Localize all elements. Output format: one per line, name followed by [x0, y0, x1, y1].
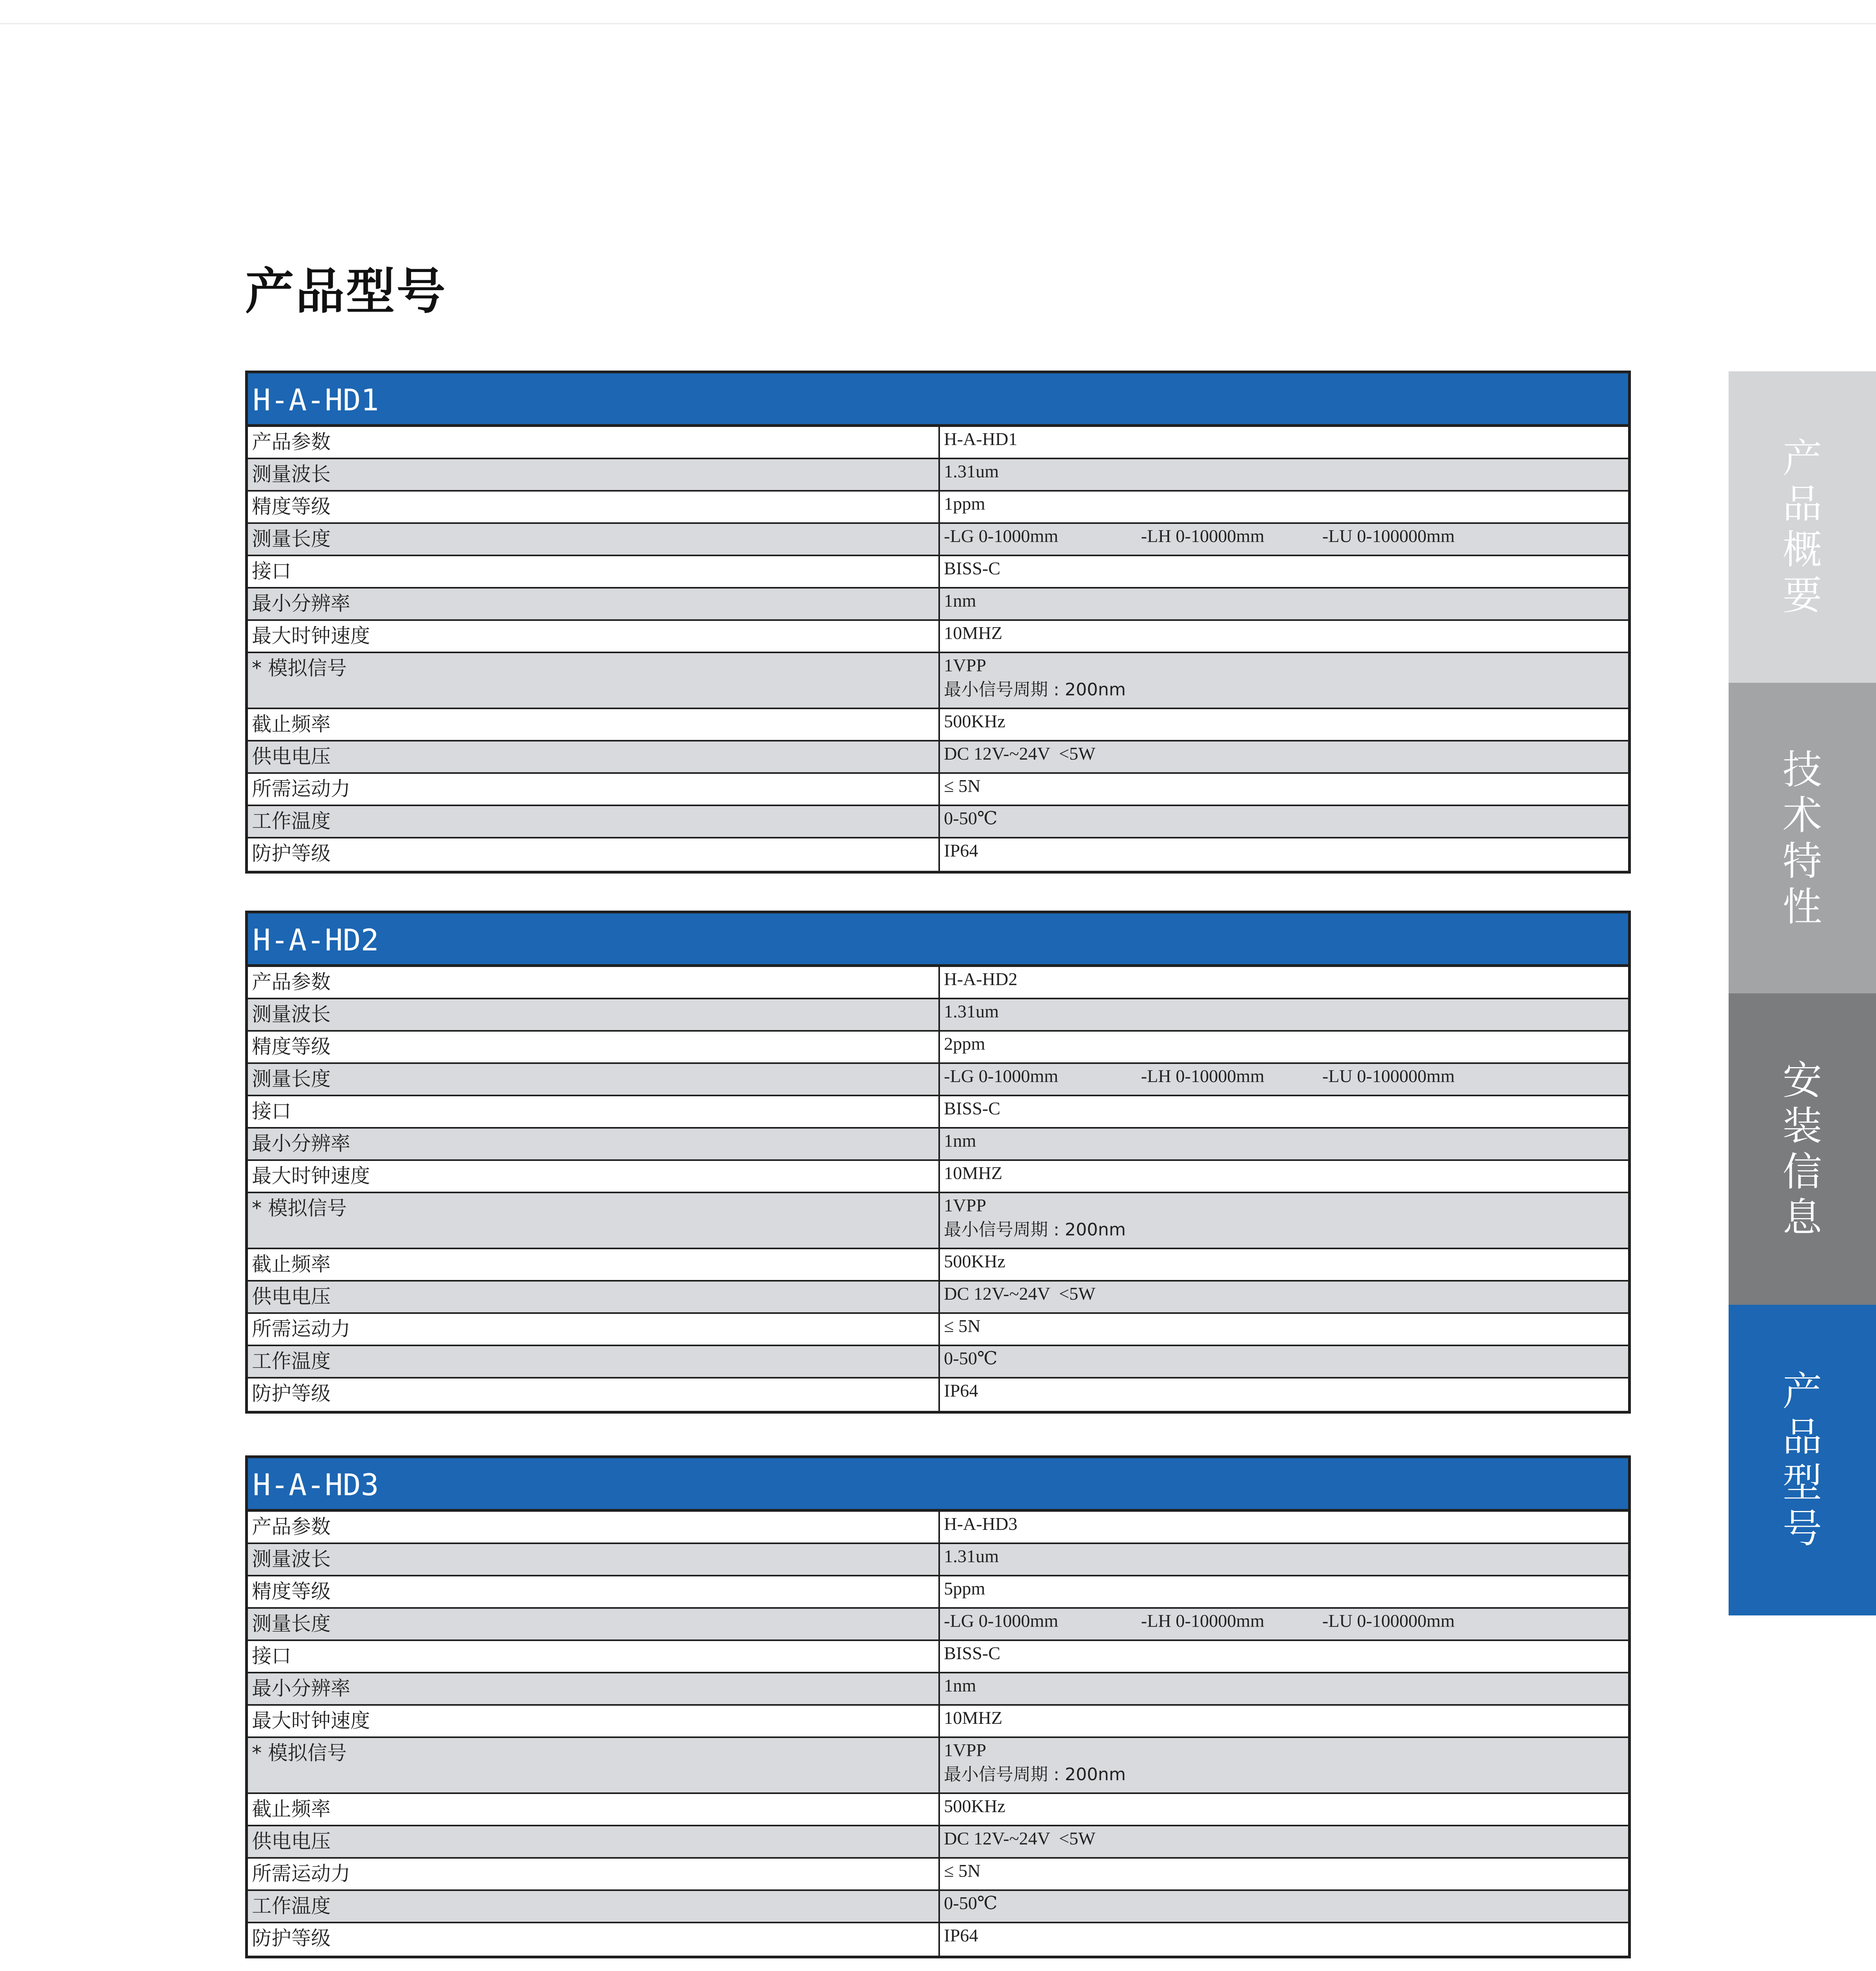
row-label: 最小分辨率	[248, 589, 940, 619]
table-row	[248, 1379, 1628, 1411]
table-row	[248, 524, 1628, 556]
side-tab-char: 安	[1783, 1057, 1822, 1103]
top-rule	[0, 23, 1876, 24]
value-line: 500KHz	[944, 1796, 1005, 1816]
row-value	[940, 999, 1628, 1030]
row-label: 最大时钟速度	[248, 1706, 940, 1736]
row-value	[940, 1032, 1628, 1062]
row-value	[940, 967, 1628, 998]
value-line: 500KHz	[944, 1251, 1005, 1271]
value-line: 0-50℃	[944, 1893, 998, 1913]
row-label: 供电电压	[248, 1282, 940, 1312]
row-value	[940, 1129, 1628, 1159]
row-value	[940, 556, 1628, 587]
side-tab-char: 概	[1783, 527, 1822, 573]
table-row	[248, 1314, 1628, 1346]
value-line: 1.31um	[944, 1001, 999, 1021]
row-label: 测量波长	[248, 1544, 940, 1575]
row-value	[940, 709, 1628, 740]
value-line: ≤ 5N	[944, 1861, 981, 1881]
table-row	[248, 556, 1628, 589]
table-row	[248, 1891, 1628, 1923]
side-tab[interactable]	[1729, 1305, 1876, 1615]
value-line: 1nm	[944, 1131, 976, 1151]
spec-table	[245, 371, 1631, 874]
row-value	[940, 741, 1628, 772]
value-line: 1nm	[944, 591, 976, 611]
row-label: 防护等级	[248, 1923, 940, 1956]
table-row	[248, 1673, 1628, 1706]
side-tab-char: 信	[1783, 1149, 1822, 1195]
row-label: 工作温度	[248, 806, 940, 837]
row-label: 最大时钟速度	[248, 621, 940, 652]
value-line: BISS-C	[944, 1643, 1001, 1663]
table-row	[248, 1859, 1628, 1891]
row-label: 工作温度	[248, 1891, 940, 1922]
row-label: * 模拟信号	[248, 1193, 940, 1248]
value-line: BISS-C	[944, 1098, 1001, 1118]
row-label: 最大时钟速度	[248, 1161, 940, 1192]
row-label: 接口	[248, 1641, 940, 1672]
value-line: 1ppm	[944, 494, 985, 514]
value-line: BISS-C	[944, 558, 1001, 578]
row-label: 截止频率	[248, 709, 940, 740]
row-value	[940, 459, 1628, 490]
value-line: DC 12V-~24V <5W	[944, 743, 1096, 764]
table-row	[248, 1161, 1628, 1193]
side-tab-char: 技	[1783, 747, 1822, 793]
side-tab-char: 型	[1783, 1460, 1822, 1506]
row-label: 供电电压	[248, 741, 940, 772]
value-line: IP64	[944, 840, 978, 861]
table-row	[248, 653, 1628, 709]
row-label: 防护等级	[248, 1379, 940, 1411]
row-value	[940, 524, 1628, 555]
side-tab-char: 产	[1783, 1368, 1822, 1414]
value-line: H-A-HD3	[944, 1514, 1018, 1534]
measure-length-option: -LH 0-10000mm	[1141, 1611, 1265, 1631]
row-label: * 模拟信号	[248, 653, 940, 708]
row-value	[940, 653, 1628, 708]
value-line: 10MHZ	[944, 1708, 1003, 1728]
row-label: 精度等级	[248, 492, 940, 522]
row-value	[940, 1193, 1628, 1248]
value-line: 500KHz	[944, 711, 1005, 731]
side-tab-char: 要	[1783, 572, 1822, 618]
row-label: * 模拟信号	[248, 1738, 940, 1792]
table-row	[248, 1641, 1628, 1673]
row-label: 精度等级	[248, 1576, 940, 1607]
row-value	[940, 1346, 1628, 1377]
side-tab-char: 装	[1783, 1103, 1822, 1149]
row-value	[940, 1379, 1628, 1411]
side-tab-char: 产	[1783, 435, 1822, 481]
row-label: 供电电压	[248, 1826, 940, 1857]
table-row	[248, 492, 1628, 524]
value-line: 1.31um	[944, 461, 999, 481]
row-value	[940, 1673, 1628, 1704]
value-line: 最小信号周期 : 200nm	[944, 1220, 1126, 1240]
table-row	[248, 999, 1628, 1032]
measure-length-option: -LU 0-100000mm	[1322, 1611, 1455, 1631]
row-value	[940, 1859, 1628, 1889]
measure-length-option: -LU 0-100000mm	[1322, 1066, 1455, 1086]
value-line: ≤ 5N	[944, 776, 981, 796]
value-line: 1VPP	[944, 1195, 986, 1215]
side-tab[interactable]	[1729, 371, 1876, 683]
table-row	[248, 459, 1628, 492]
row-value	[940, 492, 1628, 522]
measure-length-option: -LG 0-1000mm	[944, 526, 1059, 546]
page-title: 产品型号	[245, 263, 447, 320]
table-row	[248, 1096, 1628, 1129]
row-value	[940, 1891, 1628, 1922]
row-value	[940, 1794, 1628, 1825]
value-line: 0-50℃	[944, 1348, 998, 1368]
table-model-header: H-A-HD2	[248, 913, 1628, 967]
row-label: 产品参数	[248, 1512, 940, 1543]
row-value	[940, 1249, 1628, 1280]
table-model-header: H-A-HD1	[248, 373, 1628, 427]
measure-length-option: -LH 0-10000mm	[1141, 526, 1265, 546]
value-line: IP64	[944, 1925, 978, 1945]
table-row	[248, 967, 1628, 999]
table-row	[248, 1282, 1628, 1314]
row-label: 测量长度	[248, 524, 940, 555]
measure-length-option: -LH 0-10000mm	[1141, 1066, 1265, 1086]
table-row	[248, 1738, 1628, 1794]
row-value	[940, 1544, 1628, 1575]
row-value	[940, 1923, 1628, 1956]
value-line: 1.31um	[944, 1546, 999, 1566]
value-line: H-A-HD2	[944, 969, 1018, 989]
value-line: 10MHZ	[944, 623, 1003, 643]
row-label: 接口	[248, 556, 940, 587]
value-line: 1nm	[944, 1675, 976, 1695]
table-row	[248, 1609, 1628, 1641]
table-row	[248, 774, 1628, 806]
row-value	[940, 1064, 1628, 1095]
row-value	[940, 1641, 1628, 1672]
value-line: 最小信号周期 : 200nm	[944, 1764, 1126, 1785]
measure-length-option: -LU 0-100000mm	[1322, 526, 1455, 546]
row-label: 测量长度	[248, 1064, 940, 1095]
row-value	[940, 1282, 1628, 1312]
value-line: 最小信号周期 : 200nm	[944, 680, 1126, 700]
value-line: 1VPP	[944, 1740, 986, 1760]
row-value	[940, 1609, 1628, 1639]
row-value	[940, 1706, 1628, 1736]
table-row	[248, 1794, 1628, 1826]
row-value	[940, 1161, 1628, 1192]
row-value	[940, 806, 1628, 837]
side-tab-char: 术	[1783, 792, 1822, 838]
table-row	[248, 1032, 1628, 1064]
table-row	[248, 427, 1628, 459]
measure-length-option: -LG 0-1000mm	[944, 1611, 1059, 1631]
row-label: 最小分辨率	[248, 1673, 940, 1704]
side-tab-char: 号	[1783, 1505, 1822, 1552]
row-label: 所需运动力	[248, 1859, 940, 1889]
row-label: 防护等级	[248, 838, 940, 871]
side-tab-char: 性	[1783, 884, 1822, 930]
table-row	[248, 1512, 1628, 1544]
side-tab-char: 品	[1783, 1414, 1822, 1460]
row-value	[940, 1738, 1628, 1792]
row-label: 最小分辨率	[248, 1129, 940, 1159]
table-row	[248, 1923, 1628, 1956]
table-row	[248, 741, 1628, 774]
row-value	[940, 774, 1628, 805]
table-row	[248, 838, 1628, 871]
value-line: H-A-HD1	[944, 429, 1018, 449]
row-value	[940, 1576, 1628, 1607]
side-tab-char: 特	[1783, 838, 1822, 884]
table-row	[248, 1826, 1628, 1859]
table-row	[248, 1129, 1628, 1161]
value-line: DC 12V-~24V <5W	[944, 1284, 1096, 1304]
value-line: 0-50℃	[944, 808, 998, 828]
row-label: 工作温度	[248, 1346, 940, 1377]
side-tab[interactable]	[1729, 993, 1876, 1305]
table-row	[248, 1706, 1628, 1738]
row-value	[940, 427, 1628, 458]
row-label: 所需运动力	[248, 774, 940, 805]
table-row	[248, 1193, 1628, 1249]
row-value	[940, 1826, 1628, 1857]
value-line: 10MHZ	[944, 1163, 1003, 1183]
table-row	[248, 589, 1628, 621]
row-label: 产品参数	[248, 967, 940, 998]
row-label: 截止频率	[248, 1794, 940, 1825]
table-row	[248, 1346, 1628, 1379]
row-label: 精度等级	[248, 1032, 940, 1062]
measure-length-option: -LG 0-1000mm	[944, 1066, 1059, 1086]
row-label: 产品参数	[248, 427, 940, 458]
value-line: 2ppm	[944, 1034, 985, 1054]
row-value	[940, 621, 1628, 652]
row-value	[940, 1314, 1628, 1345]
row-value	[940, 838, 1628, 871]
value-line: ≤ 5N	[944, 1316, 981, 1336]
table-row	[248, 709, 1628, 741]
row-label: 接口	[248, 1096, 940, 1127]
value-line: IP64	[944, 1380, 978, 1401]
row-label: 测量波长	[248, 999, 940, 1030]
value-line: 5ppm	[944, 1578, 985, 1598]
table-row	[248, 1249, 1628, 1282]
side-tab[interactable]	[1729, 683, 1876, 994]
table-row	[248, 1576, 1628, 1609]
spec-table	[245, 1455, 1631, 1958]
row-label: 所需运动力	[248, 1314, 940, 1345]
side-tab-char: 品	[1783, 481, 1822, 527]
row-label: 截止频率	[248, 1249, 940, 1280]
side-tab-char: 息	[1783, 1194, 1822, 1241]
row-value	[940, 1096, 1628, 1127]
row-label: 测量波长	[248, 459, 940, 490]
table-row	[248, 1064, 1628, 1096]
row-label: 测量长度	[248, 1609, 940, 1639]
row-value	[940, 1512, 1628, 1543]
table-row	[248, 621, 1628, 653]
value-line: DC 12V-~24V <5W	[944, 1828, 1096, 1848]
table-row	[248, 806, 1628, 838]
table-model-header: H-A-HD3	[248, 1458, 1628, 1512]
value-line: 1VPP	[944, 655, 986, 675]
table-row	[248, 1544, 1628, 1576]
row-value	[940, 589, 1628, 619]
spec-table	[245, 911, 1631, 1414]
